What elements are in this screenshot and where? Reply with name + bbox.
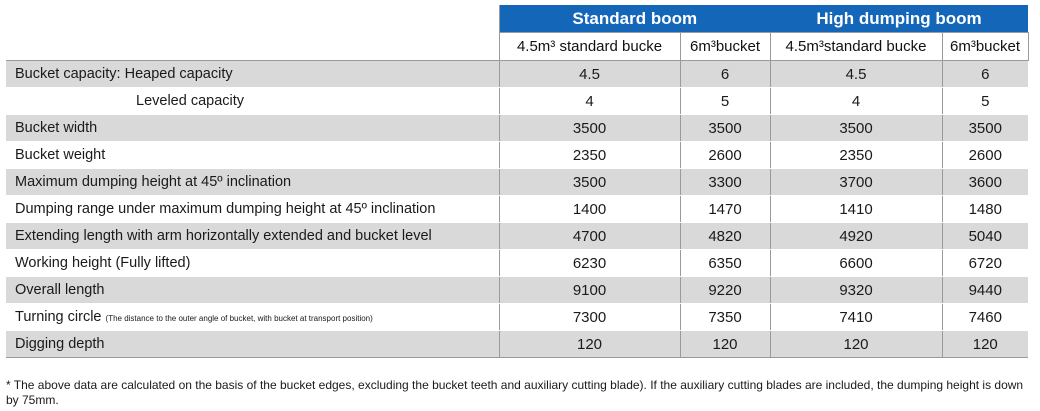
table-cell: 3600: [942, 169, 1028, 196]
table-cell: 9440: [942, 277, 1028, 304]
group-standard-boom: Standard boom: [499, 5, 770, 33]
table-cell: 1470: [680, 196, 770, 223]
table-cell: 4.5: [499, 61, 680, 88]
table-row: [6, 196, 1028, 223]
table-cell: 6600: [770, 250, 942, 277]
row-label: Overall length: [6, 277, 499, 304]
header-column-row: [6, 33, 1028, 61]
row-label: Maximum dumping height at 45º inclination: [6, 169, 499, 196]
table-row: [6, 277, 1028, 304]
table-cell: 2350: [499, 142, 680, 169]
table-row: [6, 142, 1028, 169]
table-cell: 3500: [680, 115, 770, 142]
table-cell: 5: [680, 88, 770, 115]
table-cell: 120: [680, 331, 770, 358]
table-cell: 6350: [680, 250, 770, 277]
table-cell: 9320: [770, 277, 942, 304]
row-label-text: Turning circle: [15, 309, 102, 325]
row-label: Working height (Fully lifted): [6, 250, 499, 277]
table-cell: 3500: [499, 115, 680, 142]
table-cell: 1480: [942, 196, 1028, 223]
table-cell: 9220: [680, 277, 770, 304]
table-cell: 3300: [680, 169, 770, 196]
table-cell: 120: [499, 331, 680, 358]
table-cell: 6: [680, 61, 770, 88]
row-label: Leveled capacity: [6, 88, 499, 115]
row-label: Dumping range under maximum dumping height at 45º inclination: [6, 196, 499, 223]
row-label: Bucket width: [6, 115, 499, 142]
group-high-dumping-boom: High dumping boom: [770, 5, 1028, 33]
table-cell: 120: [770, 331, 942, 358]
row-label: [6, 304, 499, 331]
table-cell: 9100: [499, 277, 680, 304]
table-cell: 3500: [942, 115, 1028, 142]
table-cell: 6720: [942, 250, 1028, 277]
column-header: 6m³bucket: [680, 33, 770, 61]
table-cell: 4: [499, 88, 680, 115]
row-label: Bucket weight: [6, 142, 499, 169]
table-cell: 4.5: [770, 61, 942, 88]
header-corner-lower: [6, 33, 499, 61]
table-row: [6, 169, 1028, 196]
table-cell: 4: [770, 88, 942, 115]
table-cell: 7350: [680, 304, 770, 331]
table-cell: 4700: [499, 223, 680, 250]
table-row: [6, 115, 1028, 142]
table-row: [6, 250, 1028, 277]
table-cell: 120: [942, 331, 1028, 358]
table-cell: 7410: [770, 304, 942, 331]
table-cell: 4920: [770, 223, 942, 250]
table-row: [6, 304, 1028, 331]
column-header: 4.5m³standard bucke: [770, 33, 942, 61]
table-row: [6, 61, 1028, 88]
column-header: 6m³bucket: [942, 33, 1028, 61]
table-row: [6, 223, 1028, 250]
row-label-note: (The distance to the outer angle of bucket, with bucket at transport position): [105, 314, 373, 323]
table-cell: 1400: [499, 196, 680, 223]
table-cell: 4820: [680, 223, 770, 250]
table-cell: 2350: [770, 142, 942, 169]
row-label: Extending length with arm horizontally extended and bucket level: [6, 223, 499, 250]
table-row: [6, 88, 1028, 115]
table-cell: 5: [942, 88, 1028, 115]
table-cell: 1410: [770, 196, 942, 223]
table-cell: 5040: [942, 223, 1028, 250]
row-label: Bucket capacity: Heaped capacity: [6, 61, 499, 88]
column-header: 4.5m³ standard bucke: [499, 33, 680, 61]
table-cell: 7460: [942, 304, 1028, 331]
table-cell: 3500: [770, 115, 942, 142]
table-cell: 3500: [499, 169, 680, 196]
table-cell: 2600: [942, 142, 1028, 169]
row-label: Digging depth: [6, 331, 499, 358]
header-corner: [6, 5, 499, 33]
table-row: [6, 331, 1028, 358]
table-cell: 6230: [499, 250, 680, 277]
spec-table: [6, 5, 1029, 358]
table-cell: 6: [942, 61, 1028, 88]
table-cell: 2600: [680, 142, 770, 169]
header-group-row: [6, 5, 1028, 33]
footnote: * The above data are calculated on the basis of the bucket edges, excluding the bucket teeth and auxiliary cutting blade). If the auxiliary cutting blades are included, the dumping height is down by 75mm.: [6, 378, 1024, 407]
table-cell: 7300: [499, 304, 680, 331]
table-cell: 3700: [770, 169, 942, 196]
